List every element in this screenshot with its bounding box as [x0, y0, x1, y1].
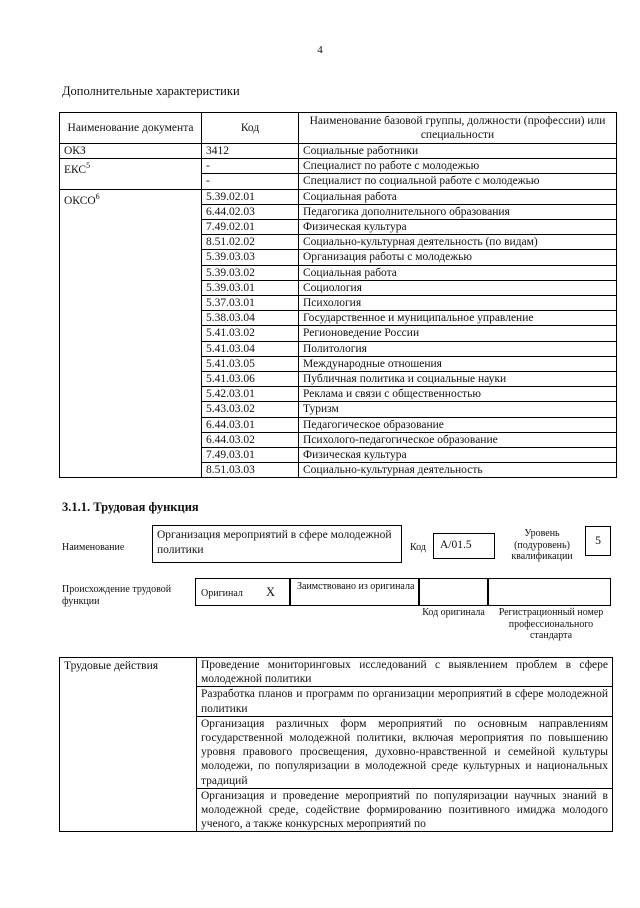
original-code-label: Код оригинала — [422, 607, 485, 618]
code-cell: 6.44.03.02 — [202, 432, 299, 447]
name-cell: Психолого-педагогическое образование — [299, 432, 617, 447]
code-cell: 6.44.03.01 — [202, 417, 299, 432]
name-cell: Социальная работа — [299, 265, 617, 280]
qualification-level-box: 5 — [585, 526, 611, 556]
document-cell — [60, 159, 202, 189]
code-cell: 5.39.03.02 — [202, 265, 299, 280]
header-group-name: Наименование базовой группы, должности (профессии) или специальности — [299, 113, 617, 144]
document-cell — [60, 189, 202, 478]
code-cell: 3412 — [202, 144, 299, 159]
name-cell: Социология — [299, 280, 617, 295]
code-cell: 5.39.03.03 — [202, 250, 299, 265]
registration-number-cell — [488, 578, 611, 606]
original-label: Оригинал — [201, 588, 243, 599]
name-label: Наименование — [62, 542, 125, 553]
table-row — [60, 159, 617, 174]
footnote-ref: 5 — [86, 161, 91, 171]
name-cell: Реклама и связи с общественностью — [299, 387, 617, 402]
labor-action-item: Организация различных форм мероприятий по основным направлениям государственной молодежной политики, включая мероприятия по повышению уровня правового просвещения, духовно-нравственной и семейной культуры молодежи, по популяризации в молодежной среде культурных и национальных традиций — [197, 716, 613, 788]
code-cell: 5.39.02.01 — [202, 189, 299, 204]
header-code: Код — [202, 113, 299, 144]
header-document-name: Наименование документа — [60, 113, 202, 144]
code-cell: 5.38.03.04 — [202, 311, 299, 326]
labor-actions-table — [59, 657, 613, 832]
labor-action-item: Разработка планов и программ по организации мероприятий в сфере молодежной политики — [197, 687, 613, 716]
page-bottom-margin — [0, 848, 640, 908]
code-cell: 5.43.03.02 — [202, 402, 299, 417]
borrowed-label: Заимствовано из оригинала — [297, 581, 415, 592]
table-row — [60, 144, 617, 159]
labor-actions-category: Трудовые действия — [60, 658, 197, 832]
name-cell: Политология — [299, 341, 617, 356]
code-cell: 5.41.03.02 — [202, 326, 299, 341]
table-header-row — [60, 113, 617, 144]
original-mark: X — [266, 585, 276, 599]
code-cell: - — [202, 174, 299, 189]
code-cell: 5.41.03.05 — [202, 356, 299, 371]
name-cell: Специалист по социальной работе с молодежью — [299, 174, 617, 189]
name-cell: Социально-культурная деятельность — [299, 463, 617, 478]
function-name-box: Организация мероприятий в сфере молодежной политики — [152, 525, 402, 563]
original-code-cell — [419, 578, 488, 606]
labor-function-title: 3.1.1. Трудовая функция — [62, 500, 199, 514]
code-cell: 5.37.03.01 — [202, 296, 299, 311]
name-cell: Регионоведение России — [299, 326, 617, 341]
name-cell: Педагогическое образование — [299, 417, 617, 432]
function-code-box: A/01.5 — [433, 533, 495, 559]
name-cell: Физическая культура — [299, 448, 617, 463]
code-label: Код — [410, 542, 426, 553]
code-cell: 7.49.02.01 — [202, 220, 299, 235]
table-row — [60, 189, 617, 204]
document-name: ЕКС — [64, 164, 87, 177]
code-cell: 5.39.03.01 — [202, 280, 299, 295]
document-name: ОКСО — [64, 194, 96, 207]
name-cell: Психология — [299, 296, 617, 311]
code-cell: 5.42.03.01 — [202, 387, 299, 402]
page-number: 4 — [317, 44, 323, 56]
code-cell: 6.44.02.03 — [202, 204, 299, 219]
name-cell: Организация работы с молодежью — [299, 250, 617, 265]
name-cell: Публичная политика и социальные науки — [299, 372, 617, 387]
registration-number-label: Регистрационный номер профессионального стандарта — [498, 607, 604, 641]
name-cell: Государственное и муниципальное управление — [299, 311, 617, 326]
labor-action-item: Проведение мониторинговых исследований с выявлением проблем в сфере молодежной политики — [197, 658, 613, 687]
name-cell: Социально-культурная деятельность (по видам) — [299, 235, 617, 250]
origin-label: Происхождение трудовой функции — [62, 584, 172, 607]
name-cell: Туризм — [299, 402, 617, 417]
code-cell: - — [202, 159, 299, 174]
name-cell: Международные отношения — [299, 356, 617, 371]
additional-characteristics-table — [59, 112, 617, 478]
labor-action-item: Организация и проведение мероприятий по популяризации научных знаний в молодежной среде, содействие формированию позитивного имиджа молодого ученого, а также конкурсных мероприятий по — [197, 788, 613, 832]
name-cell: Педагогика дополнительного образования — [299, 204, 617, 219]
code-cell: 7.49.03.01 — [202, 448, 299, 463]
name-cell: Социальная работа — [299, 189, 617, 204]
qualification-level-label: Уровень (подуровень) квалификации — [511, 528, 573, 562]
footnote-ref: 6 — [95, 191, 100, 201]
table-row — [60, 658, 613, 687]
code-cell: 8.51.03.03 — [202, 463, 299, 478]
name-cell: Социальные работники — [299, 144, 617, 159]
document-cell: ОКЗ — [60, 144, 202, 159]
section-heading: Дополнительные характеристики — [62, 84, 240, 98]
code-cell: 5.41.03.04 — [202, 341, 299, 356]
name-cell: Физическая культура — [299, 220, 617, 235]
code-cell: 8.51.02.02 — [202, 235, 299, 250]
name-cell: Специалист по работе с молодежью — [299, 159, 617, 174]
code-cell: 5.41.03.06 — [202, 372, 299, 387]
